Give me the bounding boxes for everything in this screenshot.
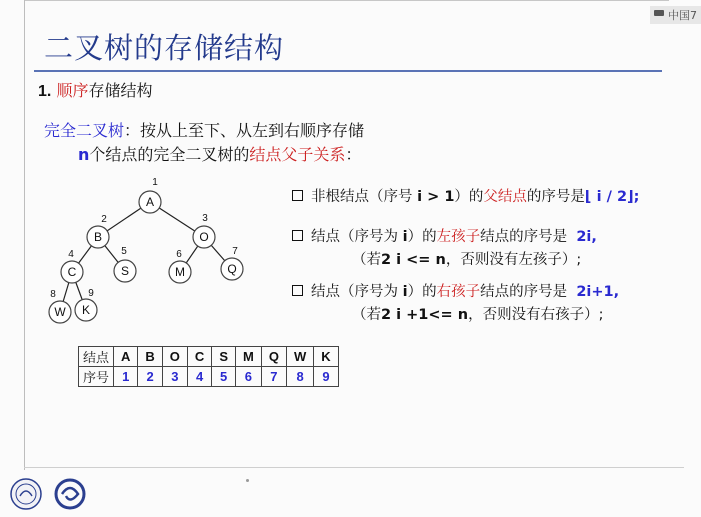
- table-cell: C: [187, 347, 211, 367]
- table-cell: O: [162, 347, 187, 367]
- rule-left-post: 结点的序号是: [480, 229, 568, 245]
- table-row: [79, 367, 339, 387]
- intro-line-2: [78, 142, 361, 165]
- tree-num-5: 5: [121, 246, 127, 257]
- slide-title: 二叉树的存储结构: [44, 31, 285, 65]
- table-cell: 7: [261, 367, 286, 387]
- rule-right-child: [292, 281, 619, 327]
- tree-node-m: M: [175, 265, 185, 279]
- rule-parent-post: 的序号是: [526, 189, 585, 205]
- table-header-node: 结点: [79, 347, 114, 367]
- rule-parent-mid: ）的: [454, 189, 484, 205]
- rule-left-cond: i: [402, 229, 408, 245]
- rule-right-line-2: [292, 304, 619, 327]
- intro-highlight: 结点父子关系: [249, 145, 346, 164]
- rule-left-line2-cond: 2 i <= n: [381, 252, 446, 268]
- table-cell: A: [114, 347, 138, 367]
- rule-right-mid: ）的: [407, 284, 437, 300]
- table-cell: 3: [162, 367, 187, 387]
- intro-line-1: [44, 118, 364, 141]
- tree-num-3: 3: [202, 213, 208, 224]
- rule-parent-formula: ⌊ i / 2⌋;: [584, 189, 640, 205]
- rule-right-formula: 2i+1,: [576, 284, 620, 300]
- table-cell: B: [138, 347, 162, 367]
- rule-right-cond-close: ，否则没有右孩子）;: [468, 307, 604, 323]
- tree-num-1: 1: [152, 177, 158, 188]
- table-cell: 1: [114, 367, 138, 387]
- section-rest: 存储结构: [88, 81, 153, 100]
- section-heading: [38, 78, 152, 101]
- binary-tree-diagram: [38, 170, 268, 330]
- tree-num-9: 9: [88, 288, 94, 299]
- logo-swirl-inner: [62, 488, 78, 500]
- table-cell: K: [314, 347, 338, 367]
- intro-line2-end: ：: [345, 145, 362, 164]
- footer-dot: [246, 479, 249, 482]
- rule-right-line2-cond: 2 i +1<= n: [381, 307, 469, 323]
- checkbox-bullet-icon: [292, 190, 303, 201]
- tree-node-s: S: [120, 264, 130, 278]
- frame-left-line: [24, 0, 25, 470]
- intro-line1-rest: ：按从上至下、从左到右顺序存储: [124, 121, 365, 140]
- tree-node-b: B: [93, 230, 103, 244]
- rule-left-formula: 2i,: [576, 229, 597, 245]
- rule-left-highlight: 左孩子: [436, 229, 481, 245]
- rule-right-cond: i: [402, 284, 408, 300]
- tree-num-2: 2: [101, 214, 107, 225]
- footer-divider: [24, 467, 684, 468]
- table-cell: 9: [314, 367, 338, 387]
- rule-left-pre: 结点（序号为: [311, 229, 403, 245]
- rule-parent-highlight: 父结点: [483, 189, 527, 205]
- rule-left-line-2: [292, 249, 597, 272]
- rule-left-mid: ）的: [407, 229, 437, 245]
- tree-node-w: W: [54, 305, 66, 319]
- table-cell: 5: [212, 367, 236, 387]
- section-number: 1.: [38, 83, 52, 100]
- university-logo-icon: [8, 474, 98, 514]
- title-underline: [34, 70, 662, 72]
- checkbox-bullet-icon: [292, 230, 303, 241]
- rule-parent-cond: i > 1: [417, 189, 455, 205]
- table-header-seq: 序号: [79, 367, 114, 387]
- rule-parent-pre: 非根结点（序号: [311, 189, 418, 205]
- table-cell: 2: [138, 367, 162, 387]
- tree-num-7: 7: [232, 246, 238, 257]
- rule-left-child: [292, 226, 597, 272]
- rule-right-line-1: [292, 281, 619, 304]
- table-cell: 8: [286, 367, 313, 387]
- tree-num-8: 8: [50, 289, 56, 300]
- table-cell: W: [286, 347, 313, 367]
- tree-node-circles: [49, 191, 243, 323]
- sequence-table: [78, 346, 339, 387]
- tree-node-c: C: [67, 265, 77, 279]
- tree-node-q: Q: [227, 262, 237, 276]
- tree-num-4: 4: [68, 249, 74, 260]
- section-highlight: 顺序: [56, 81, 89, 100]
- rule-left-line-1: [292, 226, 597, 249]
- frame-top-line: [24, 0, 669, 1]
- rule-right-highlight: 右孩子: [436, 284, 481, 300]
- rule-right-cond-open: （若: [352, 307, 381, 323]
- table-row: [79, 347, 339, 367]
- table-cell: Q: [261, 347, 286, 367]
- table-cell: S: [212, 347, 236, 367]
- logo-swirl-outer: [56, 480, 84, 508]
- table-cell: 4: [187, 367, 211, 387]
- tree-node-o: O: [199, 230, 209, 244]
- tree-num-6: 6: [176, 249, 182, 260]
- rule-left-cond-close: ，否则没有左孩子）;: [445, 252, 582, 268]
- rule-right-post: 结点的序号是: [480, 284, 568, 300]
- intro-term: 完全二叉树: [44, 121, 125, 140]
- intro-n: n: [78, 145, 90, 164]
- rule-left-cond-open: （若: [352, 252, 381, 268]
- tree-node-k: K: [81, 303, 91, 317]
- watermark: 中国7: [650, 6, 701, 24]
- intro-line2-mid: 个结点的完全二叉树的: [89, 145, 250, 164]
- table-cell: 6: [235, 367, 261, 387]
- table-cell: M: [235, 347, 261, 367]
- rule-parent: [292, 186, 639, 209]
- checkbox-bullet-icon: [292, 285, 303, 296]
- rule-right-pre: 结点（序号为: [311, 284, 403, 300]
- tree-node-a: A: [145, 195, 155, 209]
